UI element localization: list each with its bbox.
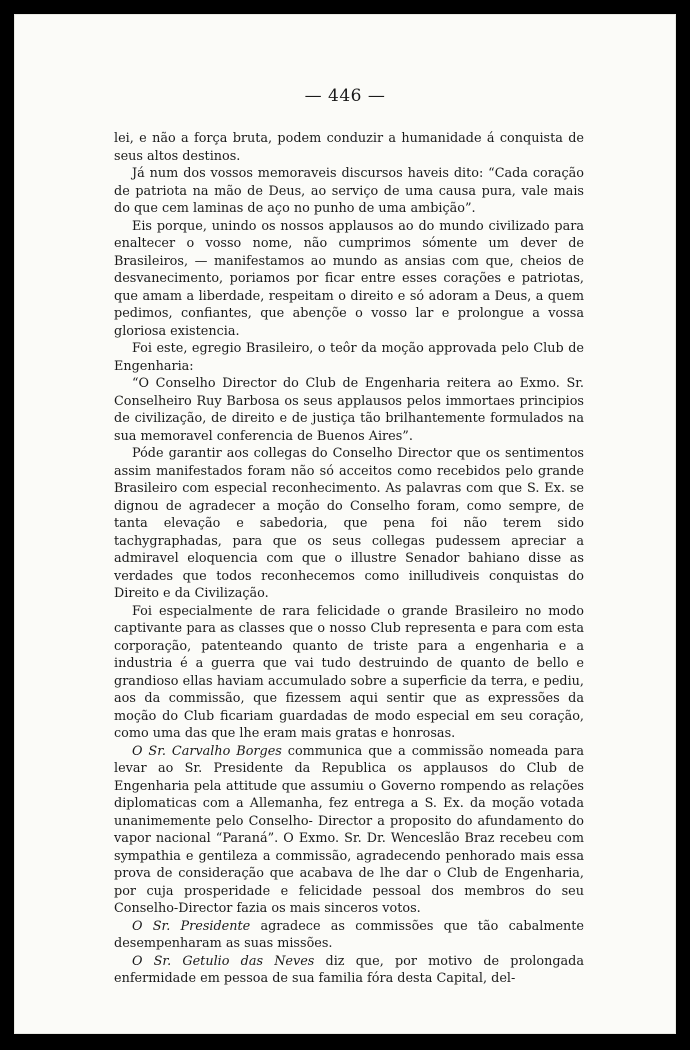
- paragraph: lei, e não a força bruta, podem conduzir a humanidade á conquista de seus altos destinos.: [114, 131, 584, 164]
- quoted-motion: “O Conselho Director do Club de Engenharia reitera ao Exmo. Sr. Conselheiro Ruy Barbosa os seus applausos pelos immortaes principios de civilização, de direito e de justiça tão brilhantemente formulados na sua memoravel conferencia de Buenos Aires”.: [114, 376, 584, 444]
- paragraph: Foi este, egregio Brasileiro, o teôr da moção approvada pelo Club de Engenharia:: [114, 341, 584, 374]
- document-page: [14, 14, 676, 1034]
- speaker-paragraph: [114, 918, 584, 953]
- paragraph: Foi especialmente de rara felicidade o grande Brasileiro no modo captivante para as classes que o nosso Club representa e para com esta corporação, patenteando quanto de triste para a engenharia e a industria é a guerra que vai tudo destruindo de quanto de bello e grandioso ellas haviam accumulado sobre a superficie da terra, e pediu, aos da commissão, que fizessem aqui sentir que as expressões da moção do Club ficariam guardadas de modo especial em seu coração, como uma das que lhe eram mais gratas e honrosas.: [114, 603, 584, 741]
- speaker-paragraph: [114, 953, 584, 988]
- body-text: [114, 130, 584, 988]
- speaker-name: O Sr. Getulio das Neves: [132, 953, 315, 969]
- speaker-text: diz que, por motivo de prolongada enfermidade em pessoa de sua familia fóra desta Capital, del-: [114, 953, 584, 986]
- speaker-paragraph: [114, 743, 584, 918]
- page-number: — 446 —: [304, 86, 386, 106]
- paragraph: Eis porque, unindo os nossos applausos ao do mundo civilizado para enaltecer o vosso nome, não cumprimos sómente um dever de Brasileiros, — manifestamos ao mundo as ansias com que, cheios de desvanecimento, poriamos por ficar entre esses corações e patriotas, que amam a liberdade, respeitam o direito e só adoram a Deus, a quem pedimos, confiantes, que abençõe o vosso lar e prolongue a vossa gloriosa existencia.: [114, 218, 584, 339]
- paragraph: Já num dos vossos memoraveis discursos haveis dito: “Cada coração de patriota na mão de Deus, ao serviço de uma causa pura, vale mais do que cem laminas de aço no punho de uma ambição”.: [114, 166, 584, 216]
- paragraph: Póde garantir aos collegas do Conselho Director que os sentimentos assim manifestados foram não só acceitos como recebidos pelo grande Brasileiro com especial reconhecimento. As palavras com que S. Ex. se dignou de agradecer a moção do Conselho foram, como sempre, de tanta elevação e sabedoria, que pena foi não terem sido tachygraphadas, para que os seus collegas pudessem apreciar a admiravel eloquencia com que o illustre Senador bahiano disse as verdades que todos reconhecemos como inilludiveis conquistas do Direito e da Civilização.: [114, 446, 584, 601]
- speaker-name: O Sr. Presidente: [132, 918, 251, 934]
- speaker-name: O Sr. Carvalho Borges: [132, 743, 282, 759]
- speaker-text: agradece as commissões que tão cabalmente desempenharam as suas missões.: [114, 918, 584, 951]
- speaker-text: communica que a commissão nomeada para levar ao Sr. Presidente da Republica os applausos do Club de Engenharia pela attitude que assumiu o Governo rompendo as relações diplomaticas com a Allemanha, fez entrega a S. Ex. da moção votada unanimemente pelo Conselho- Director a proposito do afundamento do vapor nacional “Paraná”. O Exmo. Sr. Dr. Wenceslão Braz recebeu com sympathia e gentileza a commissão, agradecendo penhorado mais essa prova de consideração que acabava de lhe dar o Club de Engenharia, por cuja prosperidade e felicidade pessoal dos membros do seu Conselho-Director fazia os mais sinceros votos.: [114, 743, 584, 916]
